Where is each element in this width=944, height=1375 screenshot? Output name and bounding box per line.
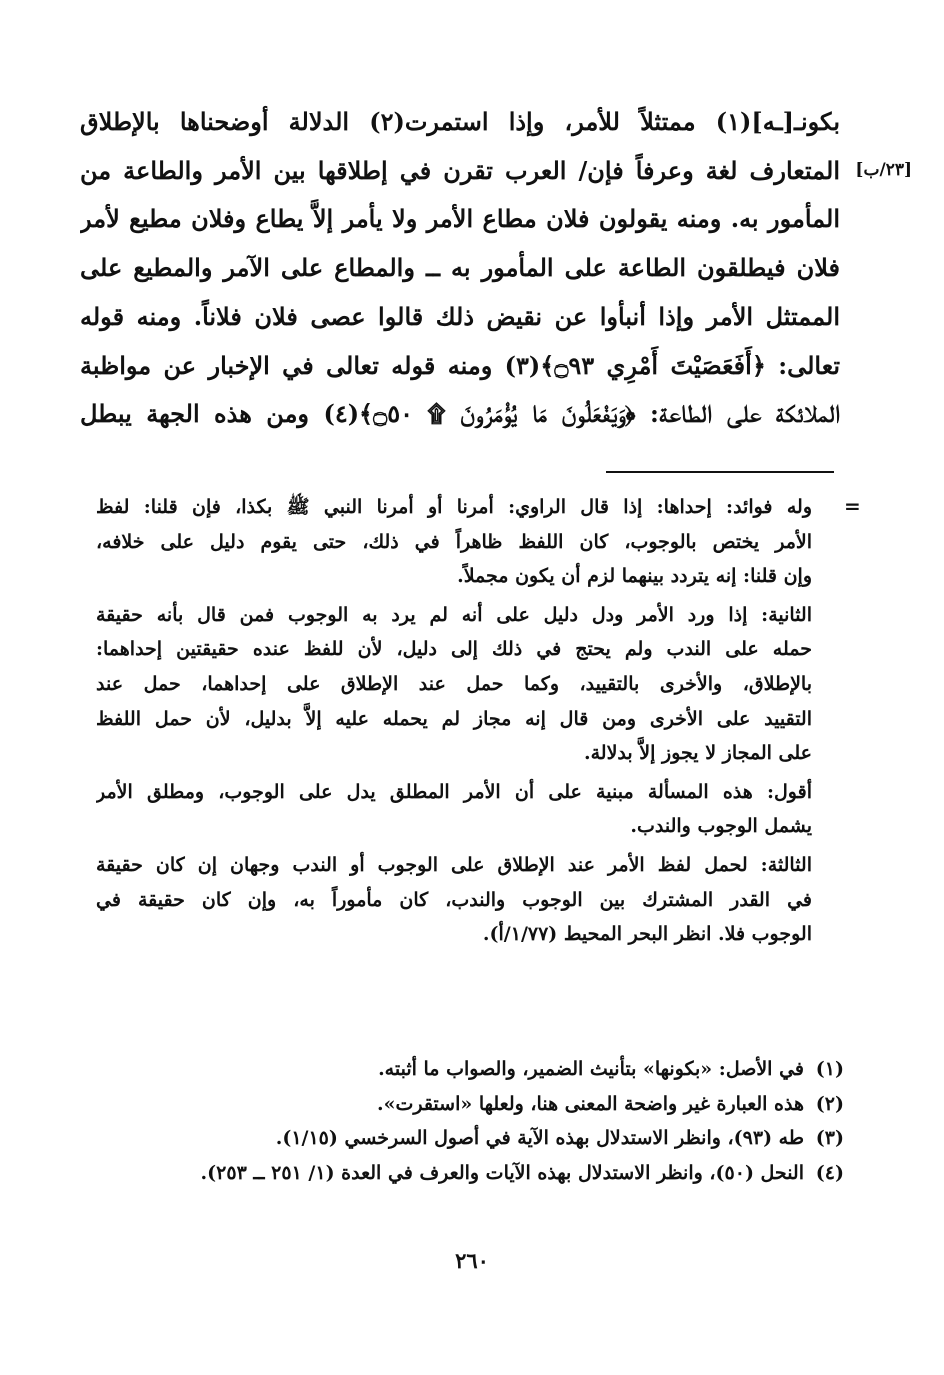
footnote-item	[96, 1052, 844, 1087]
note-line: أقول: هذه المسألة مبنية على أن الأمر المطلق يدل على الوجوب، ومطلق الأمر	[96, 780, 812, 803]
footnote-number: (٤)	[815, 1161, 844, 1184]
continued-footnote-text	[96, 490, 812, 956]
note-line: وله فوائد: إحداها: إذا قال الراوي: أمرنا أو أمرنا النبي ﷺ بكذا، فإن قلنا: لفظ	[96, 496, 812, 518]
footnote-item	[96, 1156, 844, 1191]
note-line: التقييد على الأخرى ومن قال إنه مجاز لم يحمله عليه إلاَّ بدليل، لأن حمل اللفظ	[96, 707, 812, 730]
note-paragraph	[96, 848, 812, 952]
note-line: الثالثة: لحمل لفظ الأمر عند الإطلاق على الوجوب أو الندب وجهان إن كان حقيقة	[96, 853, 812, 876]
footnote-number: (١)	[815, 1058, 844, 1080]
margin-folio-note: [٢٣/ب]	[855, 160, 912, 180]
note-line: الوجوب فلا. انظر البحر المحيط (١/٧٧/أ).	[482, 923, 812, 946]
main-text-line: فلان فيطلقون الطاعة على المأمور به ــ والمطاع على الآمر والمطيع على	[80, 253, 840, 283]
note-line: الأمر يختص بالوجوب، كان اللفظ ظاهراً في ذلك، حتى يقوم دليل على خلافه،	[96, 530, 812, 553]
note-paragraph	[96, 490, 812, 594]
note-line: في القدر المشترك بين الوجوب والندب، كان مأموراً به، وإن كان حقيقة في	[96, 888, 812, 911]
continuation-mark: =	[844, 494, 861, 518]
footnotes-list	[96, 1052, 844, 1190]
main-text-line: الملائكة على الطاعة: ﴿وَيَفْعَلُونَ مَا يُؤْمَرُونَ ۩ ۝٥٠﴾(٤) ومن هذه الجهة يبطل	[80, 399, 840, 429]
footnote-text: طه (٩٣)، وانظر الاستدلال بهذه الآية في أصول السرخسي (١/١٥).	[275, 1127, 804, 1149]
note-line: حمله على الندب ولم يحتج في ذلك إلى دليل، لأن للفظ عنده حقيقتين إحداهما:	[96, 638, 812, 661]
main-body-text	[80, 98, 840, 439]
footnote-number: (٣)	[815, 1127, 844, 1149]
note-line: بالإطلاق، والأخرى بالتقييد، وكما حمل عند الإطلاق على إحداهما، حمل عند	[96, 672, 812, 695]
footnote-item	[96, 1121, 844, 1156]
main-text-line: تعالى: ﴿أَفَعَصَيْتَ أَمْرِي ۝٩٣﴾(٣) ومنه قوله تعالى في الإخبار عن مواظبة	[80, 350, 840, 380]
footnote-text: في الأصل: «بكونها» بتأنيث الضمير، والصواب ما أثبته.	[378, 1058, 804, 1080]
main-text-line: المأمور به. ومنه يقولون فلان مطاع الأمر ولا يأمر إلاَّ يطاع وفلان مطيع لأمر	[80, 204, 840, 234]
note-paragraph	[96, 775, 812, 844]
footnote-text: النحل (٥٠)، وانظر الاستدلال بهذه الآيات والعرف في العدة (١/ ٢٥١ ــ ٢٥٣).	[200, 1161, 804, 1184]
main-text-line: المتعارف لغة وعرفاً فإن/ العرب تقرن في إطلاقها بين الأمر والطاعة من	[80, 155, 840, 185]
footnote-text: هذه العبارة غير واضحة المعنى هنا، ولعلها «استقرت».	[376, 1092, 804, 1115]
note-line: وإن قلنا: إنه يتردد بينهما لزم أن يكون مجملاً.	[457, 565, 812, 588]
main-text-line: بكونـ[ـه](١) ممتثلاً للأمر، وإذا استمرت(٢) الدلالة أوضحناها بالإطلاق	[80, 107, 840, 136]
page-number: ٢٦٠	[455, 1248, 489, 1273]
footnote-number: (٢)	[815, 1092, 844, 1115]
note-line: على المجاز لا يجوز إلاَّ بدلالة.	[584, 742, 812, 765]
footnote-item	[96, 1087, 844, 1122]
note-line: الثانية: إذا ورد الأمر ودل دليل على أنه لم يرد به الوجوب فمن قال بأنه حقيقة	[96, 603, 812, 626]
note-line: يشمل الوجوب والندب.	[630, 815, 812, 838]
note-paragraph	[96, 598, 812, 771]
footnote-separator	[606, 471, 834, 473]
main-text-line: الممتثل الأمر وإذا أنبأوا عن نقيض ذلك قالوا عصى فلان فلاناً. ومنه قوله	[80, 301, 840, 331]
